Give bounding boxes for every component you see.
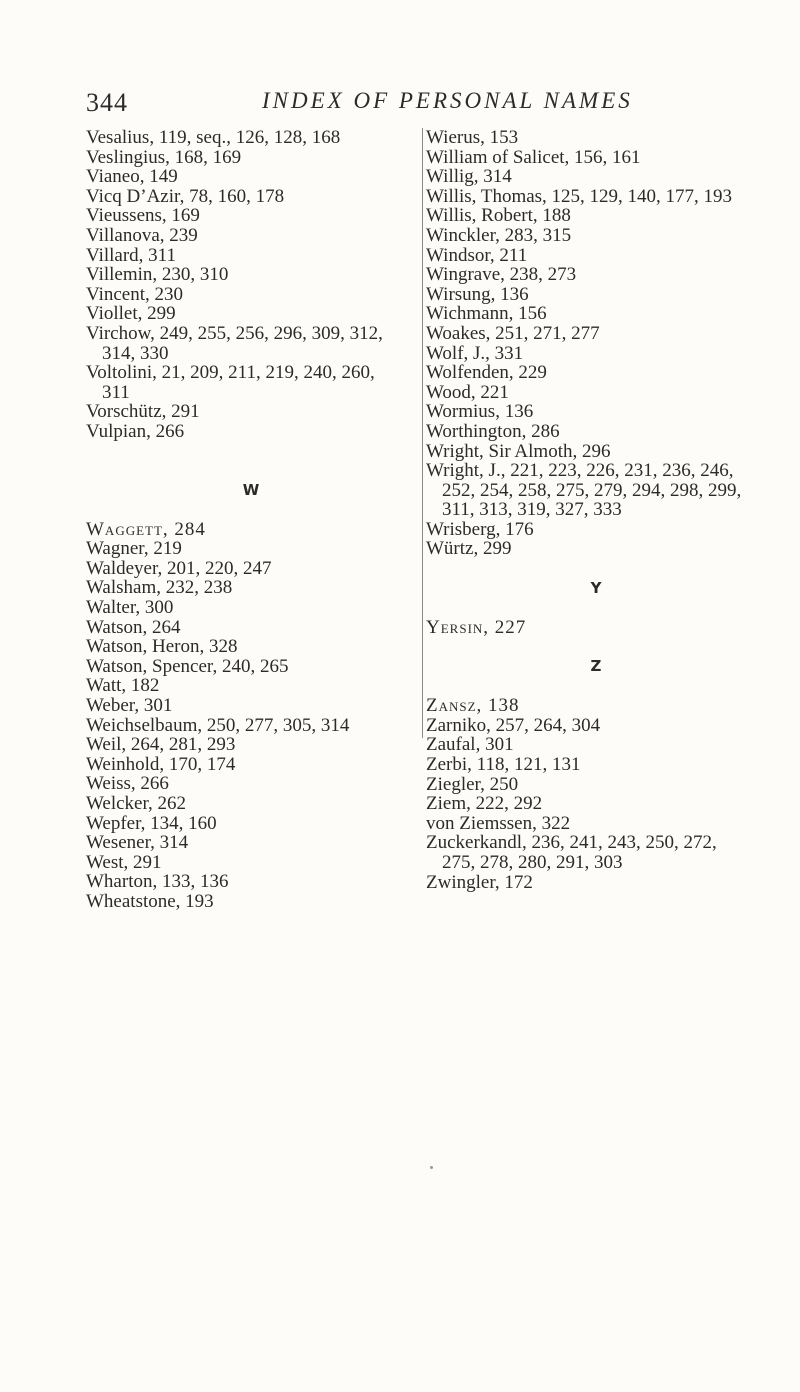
page-number: 344: [86, 88, 128, 117]
index-entry: Windsor, 211: [426, 244, 528, 266]
index-entry: Wepfer, 134, 160: [86, 812, 217, 834]
index-entry: Walter, 300: [86, 597, 174, 619]
index-entry: Willis, Thomas, 125, 129, 140, 177, 193: [426, 185, 733, 207]
index-entry: Wierus, 153: [426, 127, 519, 148]
index-entry: William of Salicet, 156, 161: [426, 146, 641, 168]
index-entry: Vieussens, 169: [86, 205, 200, 227]
index-entry-continuation: 311: [102, 381, 130, 403]
index-entry-continuation: 252, 254, 258, 275, 279, 294, 298, 299,: [442, 479, 742, 501]
index-entry: Woakes, 251, 271, 277: [426, 322, 600, 344]
index-entry: Walsham, 232, 238: [86, 577, 233, 599]
index-entry: Vincent, 230: [86, 283, 184, 305]
index-entry: Welcker, 262: [86, 793, 187, 814]
index-entry: Vulpian, 266: [86, 420, 185, 442]
index-entry: Wesener, 314: [86, 832, 189, 854]
index-entry: Vicq D’Azir, 78, 160, 178: [86, 185, 285, 207]
index-entry-first: Yersin, 227: [426, 616, 527, 638]
index-entry: Würtz, 299: [426, 538, 512, 560]
index-entry: Watson, Heron, 328: [86, 636, 238, 658]
index-entry: Zerbi, 118, 121, 131: [426, 754, 581, 775]
index-entry: Zarniko, 257, 264, 304: [426, 714, 601, 736]
index-entry: Weichselbaum, 250, 277, 305, 314: [86, 714, 350, 736]
index-entry: Wood, 221: [426, 381, 509, 403]
index-entry: Weil, 264, 281, 293: [86, 734, 236, 756]
index-entry: Villard, 311: [86, 244, 176, 266]
index-entry: Wheatstone, 193: [86, 890, 214, 912]
index-entry: Vesalius, 119, seq., 126, 128, 168: [86, 127, 341, 148]
index-entry: Veslingius, 168, 169: [86, 146, 242, 168]
index-entry: Zwingler, 172: [426, 871, 533, 893]
index-entry: Ziegler, 250: [426, 773, 519, 795]
index-entry: Watson, 264: [86, 616, 181, 638]
index-entry: Villemin, 230, 310: [86, 264, 229, 286]
index-entry: Villanova, 239: [86, 224, 198, 246]
index-entry-first: Waggett, 284: [86, 518, 206, 540]
index-entry: Wharton, 133, 136: [86, 871, 229, 893]
index-entry: Winckler, 283, 315: [426, 224, 572, 246]
index-entry: Watt, 182: [86, 675, 160, 697]
index-entry: Wagner, 219: [86, 538, 182, 560]
index-entry-continuation: 314, 330: [102, 342, 169, 364]
running-title: INDEX OF PERSONAL NAMES: [262, 88, 633, 113]
index-entry: Wright, Sir Almoth, 296: [426, 440, 611, 462]
index-entry-continuation: 311, 313, 319, 327, 333: [442, 499, 622, 521]
index-entry: Wright, J., 221, 223, 226, 231, 236, 246,: [426, 460, 734, 482]
index-entry: Virchow, 249, 255, 256, 296, 309, 312,: [86, 322, 383, 344]
index-entry: Wormius, 136: [426, 401, 534, 423]
index-entry: von Ziemssen, 322: [426, 812, 571, 834]
section-letter-y: Y: [590, 578, 602, 597]
stray-mark: [430, 1166, 433, 1169]
index-entry: Voltolini, 21, 209, 211, 219, 240, 260,: [86, 362, 375, 384]
section-letter-z: Z: [590, 657, 602, 676]
index-entry: Willis, Robert, 188: [426, 205, 571, 227]
index-entry: Ziem, 222, 292: [426, 793, 543, 815]
index-entry: Zuckerkandl, 236, 241, 243, 250, 272,: [426, 832, 717, 854]
index-entry: Willig, 314: [426, 166, 512, 188]
index-entry: Wolf, J., 331: [426, 342, 524, 364]
index-entry: Wingrave, 238, 273: [426, 264, 577, 286]
index-entry: Wichmann, 156: [426, 303, 547, 325]
index-entry: Wirsung, 136: [426, 283, 529, 305]
section-letter-w: W: [242, 480, 260, 499]
index-entry-continuation: 275, 278, 280, 291, 303: [442, 851, 623, 873]
index-entry: Weiss, 266: [86, 773, 169, 795]
index-entry: Watson, Spencer, 240, 265: [86, 655, 289, 677]
page-header: [86, 88, 746, 118]
index-entry: Wolfenden, 229: [426, 362, 547, 384]
left-column: [86, 128, 416, 912]
index-entry: Vianeo, 149: [86, 166, 178, 188]
index-entry: Weber, 301: [86, 695, 173, 717]
index-entry-first: Zansz, 138: [426, 695, 520, 717]
index-entry: Vorschütz, 291: [86, 401, 200, 423]
column-divider: [422, 128, 423, 738]
index-entry: Viollet, 299: [86, 303, 176, 325]
index-entry: Weinhold, 170, 174: [86, 753, 236, 775]
index-entry: Zaufal, 301: [426, 734, 514, 756]
index-entry: West, 291: [86, 851, 162, 873]
right-column: [426, 128, 766, 892]
index-entry: Waldeyer, 201, 220, 247: [86, 557, 272, 579]
index-entry: Wrisberg, 176: [426, 518, 534, 540]
index-entry: Worthington, 286: [426, 420, 560, 442]
